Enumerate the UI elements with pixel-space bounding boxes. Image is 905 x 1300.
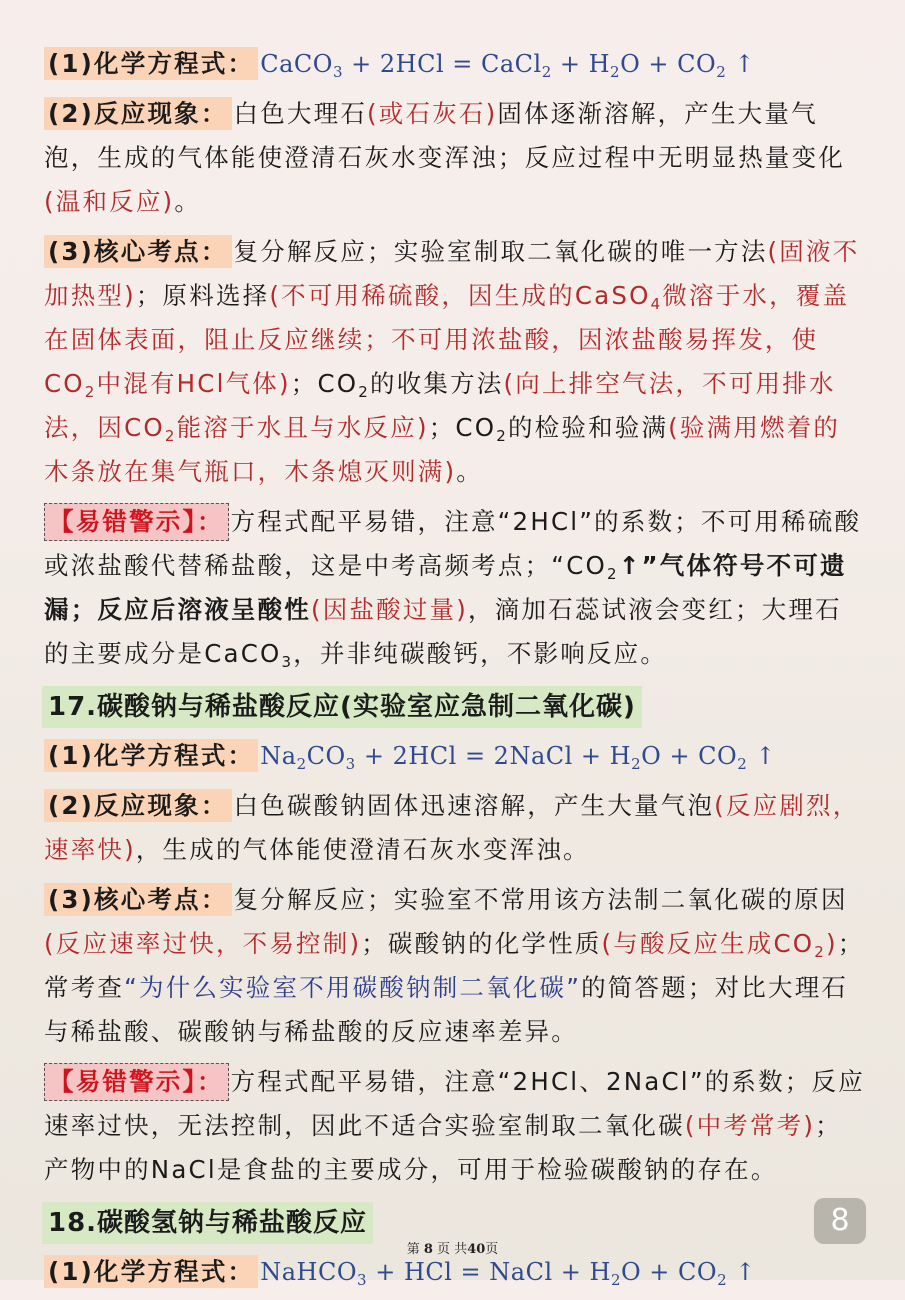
text: 白色碳酸钠固体迅速溶解，产生大量气泡 [233,791,715,820]
phenomenon-tag: (2)反应现象： [44,97,232,130]
page-footer: 第 8 页 共40页 [406,1242,499,1257]
text: 复分解反应；实验室不常用该方法制二氧化碳的原因 [233,885,848,914]
note: (与酸反应生成$CO_2$) [601,929,838,961]
note: (或石灰石) [367,99,498,128]
caco3-equation-line [44,42,866,86]
na2co3-warning [44,1060,866,1192]
equation-tag: (1)化学方程式： [44,1255,258,1288]
na2co3-core-points [44,878,866,1054]
core-tag: (3)核心考点： [44,883,232,916]
na2co3-equation-line [44,734,866,778]
text: 方程式配平易错，注意“2HCl、2NaCl”的系数；反应速率过快，无法控制，因此不适合实验室制取二氧化碳 [44,1067,865,1140]
text: 方程式配平易错，注意“2HCl”的系数；不可用稀硫酸或浓盐酸代替稀盐酸，这是中考高频考点；“$CO_2↑$”气体符号不可遗漏；反应后溶液呈酸性 [44,507,862,624]
text: ；碳酸钠的化学性质 [361,929,602,958]
text: 。 [174,187,202,216]
text: 白色大理石 [233,99,368,128]
page-content [44,42,866,1300]
text: ，滴加石蕊试液会变红；大理石的主要成分是CaCO$_3$，并非纯碳酸钙，不影响反应。 [44,595,842,671]
note: (反应速率过快，不易控制) [44,929,362,958]
caco3-phenomenon [44,92,866,224]
quoted-question: “为什么实验室不用碳酸钠制二氧化碳” [124,973,582,1002]
equation-tag: (1)化学方程式： [44,47,258,80]
note: (不可用稀硫酸，因生成的CaSO$_4$微溶于水，覆盖在固体表面，阻止反应继续；不可用浓盐酸，因浓盐酸易挥发，使$CO_2$中混有HCl气体) [44,281,850,401]
text: ；$CO_2$的检验和验满 [428,413,669,445]
page-number-badge: 8 [814,1198,866,1244]
caco3-hcl-equation: CaCO$_3$ + 2HCl = CaCl$_2$ + $H_2O + CO_2$ ↑ [260,50,755,81]
note: (温和反应) [44,187,175,216]
caco3-core-points [44,230,866,494]
phenomenon-tag: (2)反应现象： [44,789,232,822]
text: 复分解反应；实验室制取二氧化碳的唯一方法 [233,237,768,266]
footer-total-pages: 40 [467,1242,486,1257]
na2co3-phenomenon [44,784,866,872]
text: 固体逐渐溶解，产生大量气泡，生成的气体能使澄清石灰水变浑浊；反应过程中无明显热量变化 [44,99,845,172]
text: ；原料选择 [135,281,270,310]
core-tag: (3)核心考点： [44,235,232,268]
text: ；$CO_2$的收集方法 [290,369,504,401]
note: (因盐酸过量) [311,595,469,624]
text: ，生成的气体能使澄清石灰水变浑浊。 [135,835,590,864]
na2co3-hcl-equation: $Na_2CO_3 + 2HCl$ = 2NaCl + $H_2O + CO_2$ ↑ [260,742,777,773]
text: 。 [456,457,483,486]
note: (向上排空气法，不可用排水法，因$CO_2$能溶于水且与水反应) [44,369,836,445]
note: (验满用燃着的木条放在集气瓶口，木条熄灭则满) [44,413,841,486]
footer-page-number: 8 [423,1242,433,1257]
note: (固液不加热型) [44,237,860,310]
nahco3-hcl-equation: NaHCO$_3$ + HCl = NaCl + $H_2O + CO_2$ ↑ [260,1258,756,1289]
section-17-title: 17.碳酸钠与稀盐酸反应(实验室应急制二氧化碳) [42,686,642,728]
text: 的简答题；对比大理石与稀盐酸、碳酸钠与稀盐酸的反应速率差异。 [44,973,849,1046]
caco3-warning [44,500,866,676]
equation-tag: (1)化学方程式： [44,739,258,772]
warning-tag: 【易错警示】： [44,503,229,541]
warning-tag: 【易错警示】： [44,1063,229,1101]
text: ；产物中的NaCl是食盐的主要成分，可用于检验碳酸钠的存在。 [44,1111,842,1184]
note: (反应剧烈，速率快) [44,791,860,864]
note: (中考常考) [684,1111,816,1140]
text: ；常考查 [44,929,865,1002]
section-18-title: 18.碳酸氢钠与稀盐酸反应 [42,1202,373,1244]
